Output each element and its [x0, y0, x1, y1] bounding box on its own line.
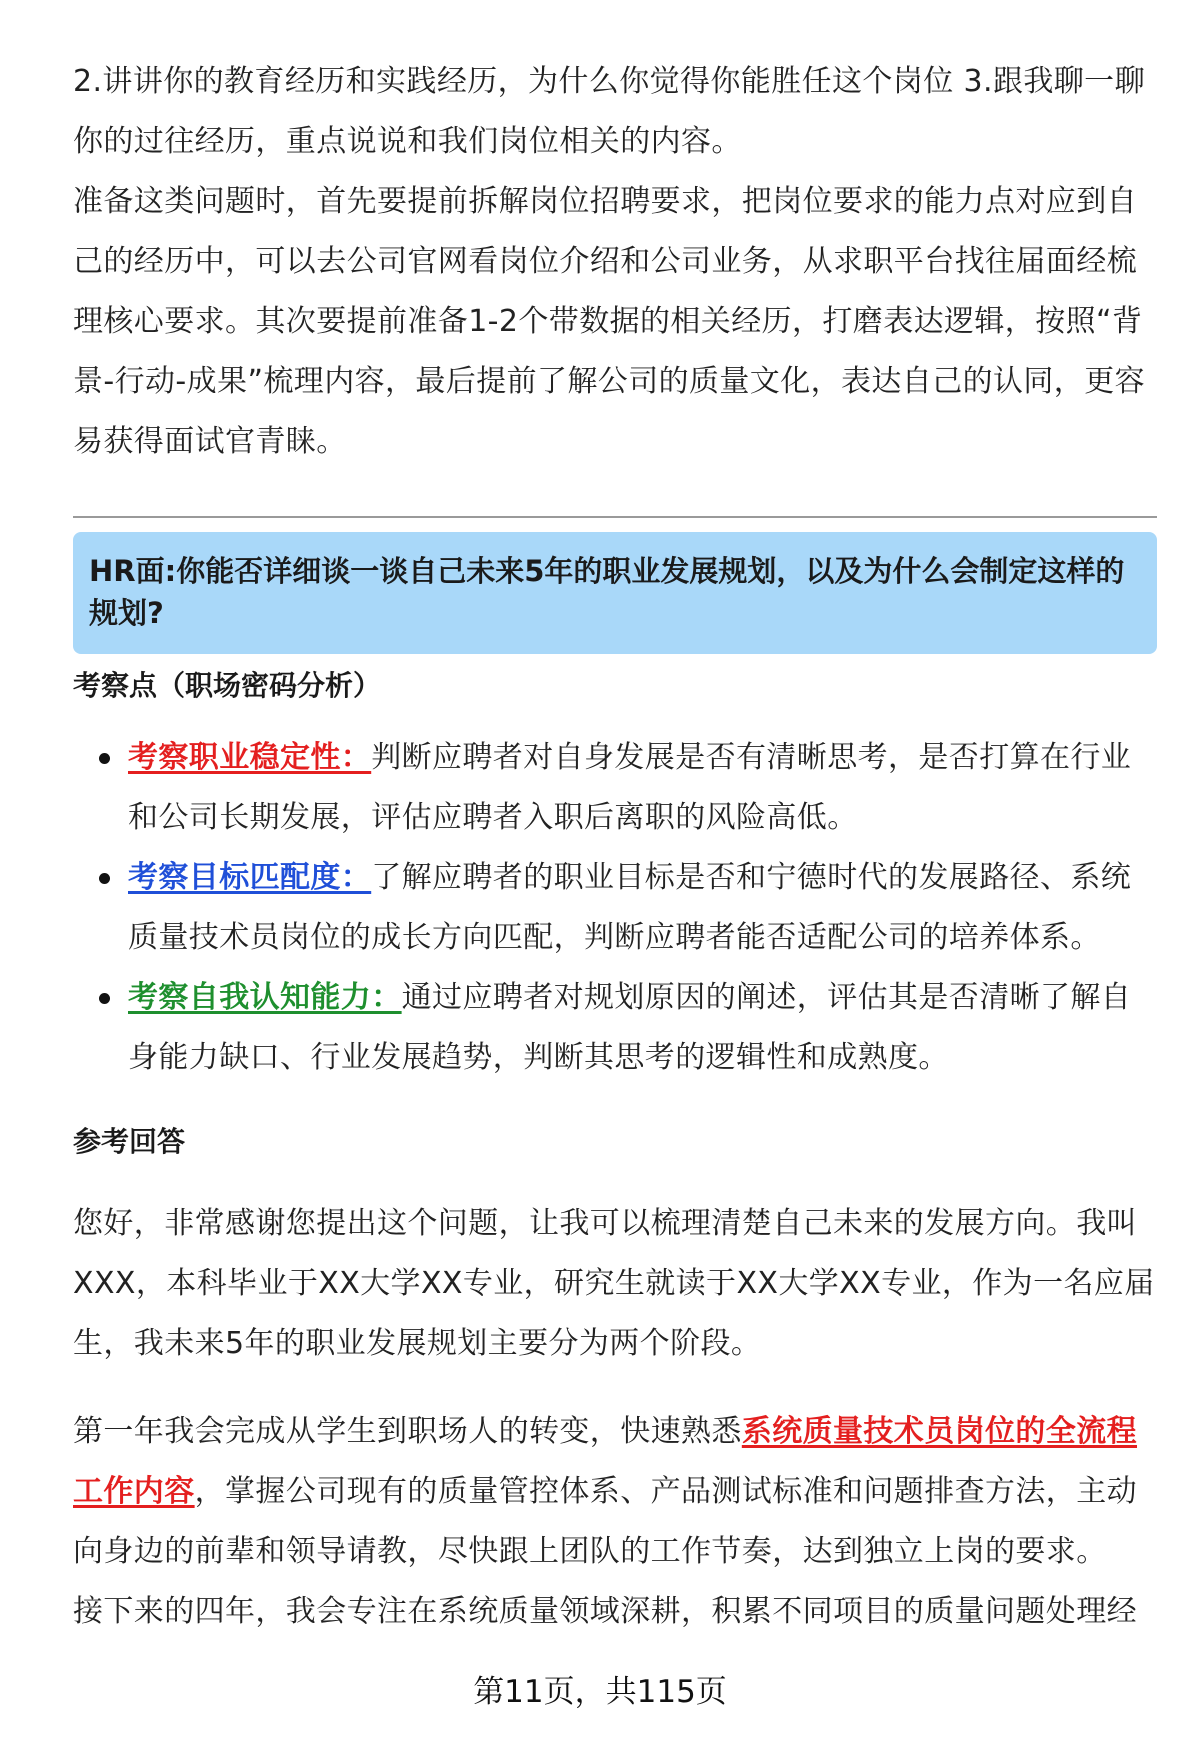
point-text-stability: 判断应聘者对自身发展是否有清晰思考，是否打算在行业和公司长期发展，评估应聘者入职后离职的风险高低。: [128, 740, 1132, 835]
analysis-point-list: [73, 728, 1155, 1088]
bullet-icon: [99, 873, 110, 884]
bullet-icon: [99, 753, 110, 764]
analysis-title: 考察点（职场密码分析）: [73, 669, 382, 702]
analysis-point: [73, 968, 1155, 1088]
point-label-goal-match: 考察目标匹配度：: [128, 860, 372, 895]
point-text-self-awareness: 通过应聘者对规划原因的阐述，评估其是否清晰了解自身能力缺口、行业发展趋势，判断其思考的逻辑性和成熟度。: [128, 980, 1132, 1075]
answer-p2-tail: ，掌握公司现有的质量管控体系、产品测试标准和问题排查方法，主动向身边的前辈和领导请教，尽快跟上团队的工作节奏，达到独立上岗的要求。: [73, 1474, 1138, 1569]
point-label-self-awareness: 考察自我认知能力：: [128, 980, 402, 1015]
point-text-goal-match: 了解应聘者的职业目标是否和宁德时代的发展路径、系统质量技术员岗位的成长方向匹配，判断应聘者能否适配公司的培养体系。: [128, 860, 1132, 955]
answer-paragraph-1: 您好，非常感谢您提出这个问题，让我可以梳理清楚自己未来的发展方向。我叫XXX，本科毕业于XX大学XX专业，研究生就读于XX大学XX专业，作为一名应届生，我未来5年的职业发展规划主要分为两个阶段。: [73, 1206, 1155, 1361]
question-box: [73, 532, 1157, 654]
document-page: [73, 52, 1155, 1642]
point-label-stability: 考察职业稳定性：: [128, 740, 372, 775]
intro-paragraph-2: 准备这类问题时，首先要提前拆解岗位招聘要求，把岗位要求的能力点对应到自己的经历中，可以去公司官网看岗位介绍和公司业务，从求职平台找往届面经梳理核心要求。其次要提前准备1-2个带数据的相关经历，打磨表达逻辑，按照“背景-行动-成果”梳理内容，最后提前了解公司的质量文化，表达自己的认同，更容易获得面试官青睐。: [73, 184, 1145, 459]
bullet-icon: [99, 993, 110, 1004]
answer-paragraph-3: 接下来的四年，我会专注在系统质量领域深耕，积累不同项目的质量问题处理经: [73, 1594, 1137, 1629]
answer-p2-highlight: 系统质量技术员岗位的全流程工作内容: [73, 1414, 1138, 1509]
question-text: HR面:你能否详细谈一谈自己未来5年的职业发展规划，以及为什么会制定这样的规划?: [89, 554, 1125, 630]
intro-paragraph-1: 2.讲讲你的教育经历和实践经历，为什么你觉得你能胜任这个岗位 3.跟我聊一聊你的过往经历，重点说说和我们岗位相关的内容。: [73, 64, 1145, 159]
analysis-point: [73, 848, 1155, 968]
section-divider: [73, 516, 1157, 518]
answer-title: 参考回答: [73, 1125, 186, 1158]
answer-p2-lead: 第一年我会完成从学生到职场人的转变，快速熟悉: [73, 1414, 742, 1449]
page-number: 第11页，共115页: [473, 1674, 727, 1710]
analysis-point: [73, 728, 1155, 848]
answer-paragraph-2: [73, 1402, 1155, 1582]
